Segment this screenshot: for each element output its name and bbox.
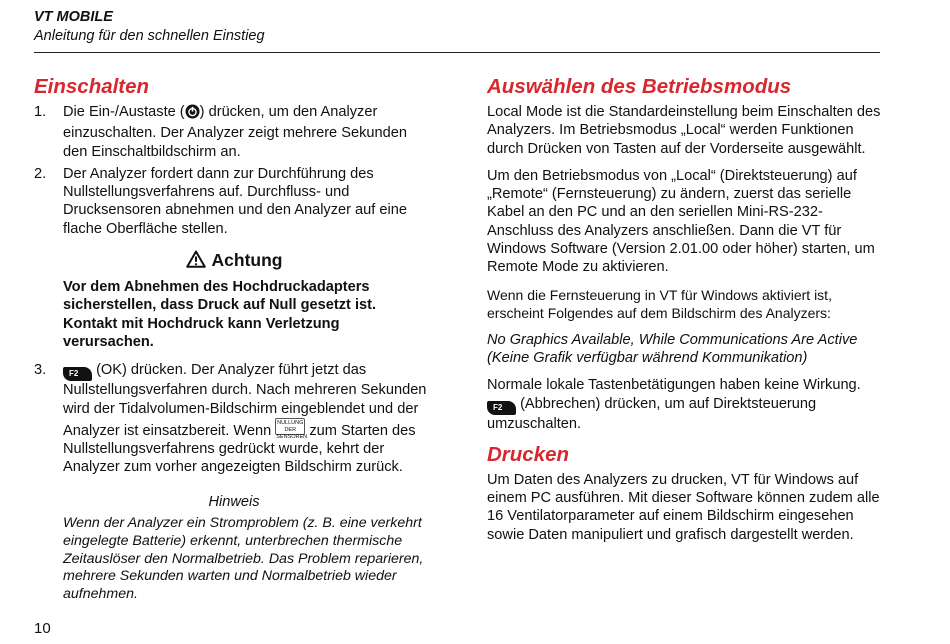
power-button-icon — [185, 104, 200, 124]
step-2-number: 2. — [34, 165, 47, 182]
paragraph-remote-active: Wenn die Fernsteuerung in VT für Windows aktiviert ist, erscheint Folgendes auf dem Bildschirm des Analyzers: — [487, 286, 832, 321]
section-heading-einschalten: Einschalten — [34, 75, 150, 98]
step-3-text-a: (OK) drücken. Der Analyzer führt jetzt das Nullstellungsverfahren durch. Nach mehreren Sekunden wird der Tidalvolumen-Bildschirm eingeblendet und der Analyzer ist einsatzbereit. Wenn — [63, 362, 427, 439]
step-3 — [34, 361, 434, 476]
paragraph-local-mode: Local Mode ist die Standardeinstellung beim Einschalten des Analyzers. Im Betriebsmodus „Local“ werden Funktionen durch Drücken von Tasten auf der Vorderseite ausgewählt. — [487, 104, 881, 157]
section-heading-drucken: Drucken — [487, 442, 570, 466]
step-2 — [34, 165, 434, 238]
paragraph-cancel — [487, 376, 887, 433]
zero-key-line2: SENSOREN — [276, 433, 308, 440]
paragraph-no-graphics: No Graphics Available, While Communications Are Active (Keine Grafik verfügbar während Kommunikation) — [487, 331, 858, 366]
note-text: Wenn der Analyzer ein Stromproblem (z. B. eine verkehrt eingelegte Batterie) erkennt, unterbrechen thermische Zeitauslöser den Normalbetrieb. Das Problem reparieren, mehrere Sekunden warten und Normalbetrieb wieder aufnehmen. — [63, 515, 424, 603]
step-3-number: 3. — [34, 362, 47, 379]
paragraph-remote-mode: Um den Betriebsmodus von „Local“ (Direktsteuerung) auf „Remote“ (Fernsteuerung) zu ändern, zuerst das serielle Kabel an den PC und an den seriellen Mini-RS-232-Anschluss des Analyzers anschließen. Dann die VT für Windows Software (Version 2.01.00 oder höher) starten, um Remote Mode zu aktivieren. — [487, 167, 875, 276]
right-column — [487, 74, 887, 553]
f2-key-icon: F2 — [63, 367, 92, 381]
paragraph-print: Um Daten des Analyzers zu drucken, VT für Windows auf einem PC ausführen. Mit dieser Software können zudem alle 16 Ventilatorparameter auf einem Bildschirm eingesehen sowie Daten manipuliert und grafisch dargestellt werden. — [487, 471, 880, 543]
caution-heading — [34, 249, 434, 273]
step-2-text: Der Analyzer fordert dann zur Durchführung des Nullstellungsverfahrens auf. Durchfluss- und Drucksensoren abnehmen und den Analyzer auf eine flache Oberfläche stellen. — [63, 165, 407, 237]
zero-sensors-key-icon — [275, 418, 308, 440]
document-subtitle: Anleitung für den schnellen Einstieg — [34, 28, 265, 44]
step-1-text-b: ) drücken, um den Analyzer einzuschalten. Der Analyzer zeigt mehrere Sekunden den Einschaltbildschirm an. — [63, 104, 407, 160]
step-1-text-a: Die Ein-/Austaste ( — [63, 104, 185, 120]
zero-key-line1: NULLUNG DER — [277, 419, 304, 433]
note-title: Hinweis — [208, 493, 260, 510]
caution-text: Vor dem Abnehmen des Hochdruckadapters sicherstellen, dass Druck auf Null gesetzt ist. Kontakt mit Hochdruck kann Verletzung verursachen. — [63, 279, 377, 350]
warning-triangle-icon — [186, 250, 206, 273]
caution-title: Achtung — [211, 250, 283, 271]
step-1-number: 1. — [34, 104, 47, 120]
f2-key-icon-2: F2 — [487, 401, 516, 415]
paragraph-cancel-text-a: Normale lokale Tastenbetätigungen haben keine Wirkung. — [487, 377, 861, 394]
step-1 — [34, 103, 434, 161]
page-header — [34, 8, 880, 53]
step-3-text-b: zum Starten des Nullstellungsverfahrens gedrückt wurde, kehrt der Analyzer zum vorher angezeigten Bildschirm zurück. — [63, 422, 416, 476]
section-heading-betriebsmodus: Auswählen des Betriebsmodus — [487, 75, 792, 98]
product-name: VT MOBILE — [34, 9, 113, 25]
page-number: 10 — [34, 620, 51, 637]
paragraph-cancel-text-b: (Abbrechen) drücken, um auf Direktsteuerung umzuschalten. — [487, 395, 817, 432]
left-column — [34, 74, 434, 604]
